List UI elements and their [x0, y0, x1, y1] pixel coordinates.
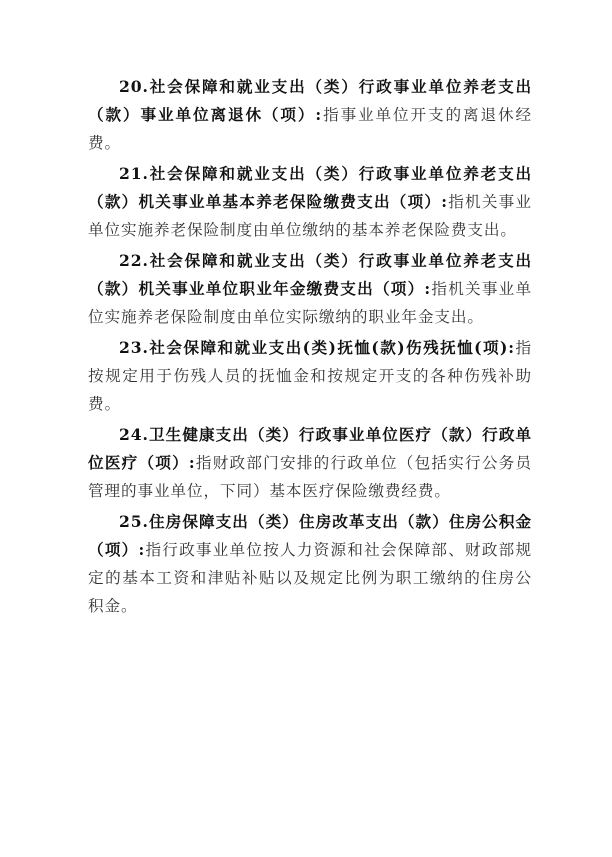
item-heading: 25.住房保障支出（类）住房改革支出（款）住房公积金（项）:	[88, 512, 532, 559]
item-description: 指财政部门安排的行政单位（包括实行公务员管理的事业单位，下同）基本医疗保险缴费经费。	[88, 454, 532, 500]
item-heading: 22.社会保障和就业支出（类）行政事业单位养老支出（款）机关事业单位职业年金缴费支出（项）:	[88, 251, 532, 298]
item-heading: 21.社会保障和就业支出（类）行政事业单位养老支出（款）机关事业单基本养老保险缴费支出（项）:	[88, 164, 532, 211]
item-20	[88, 73, 532, 157]
item-heading: 20.社会保障和就业支出（类）行政事业单位养老支出（款）事业单位离退休（项）:	[88, 77, 532, 124]
item-23	[88, 334, 532, 418]
item-21	[88, 160, 532, 244]
item-description: 指按规定用于伤残人员的抚恤金和按规定开支的各种伤残补助费。	[88, 339, 533, 413]
item-description: 指机关事业单位实施养老保险制度由单位缴纳的基本养老保险费支出。	[88, 193, 532, 239]
item-description: 指机关事业单位实施养老保险制度由单位实际缴纳的职业年金支出。	[88, 280, 532, 326]
document-body	[88, 73, 532, 623]
item-25	[88, 508, 532, 620]
item-24	[88, 421, 532, 505]
item-heading: 23.社会保障和就业支出(类)抚恤(款)伤残抚恤(项):	[119, 338, 515, 357]
item-description: 指事业单位开支的离退休经费。	[88, 106, 532, 152]
item-description: 指行政事业单位按人力资源和社会保障部、财政部规定的基本工资和津贴补贴以及规定比例为职工缴纳的住房公积金。	[88, 541, 533, 615]
item-22	[88, 247, 532, 331]
item-heading: 24.卫生健康支出（类）行政事业单位医疗（款）行政单位医疗（项）:	[88, 425, 532, 472]
